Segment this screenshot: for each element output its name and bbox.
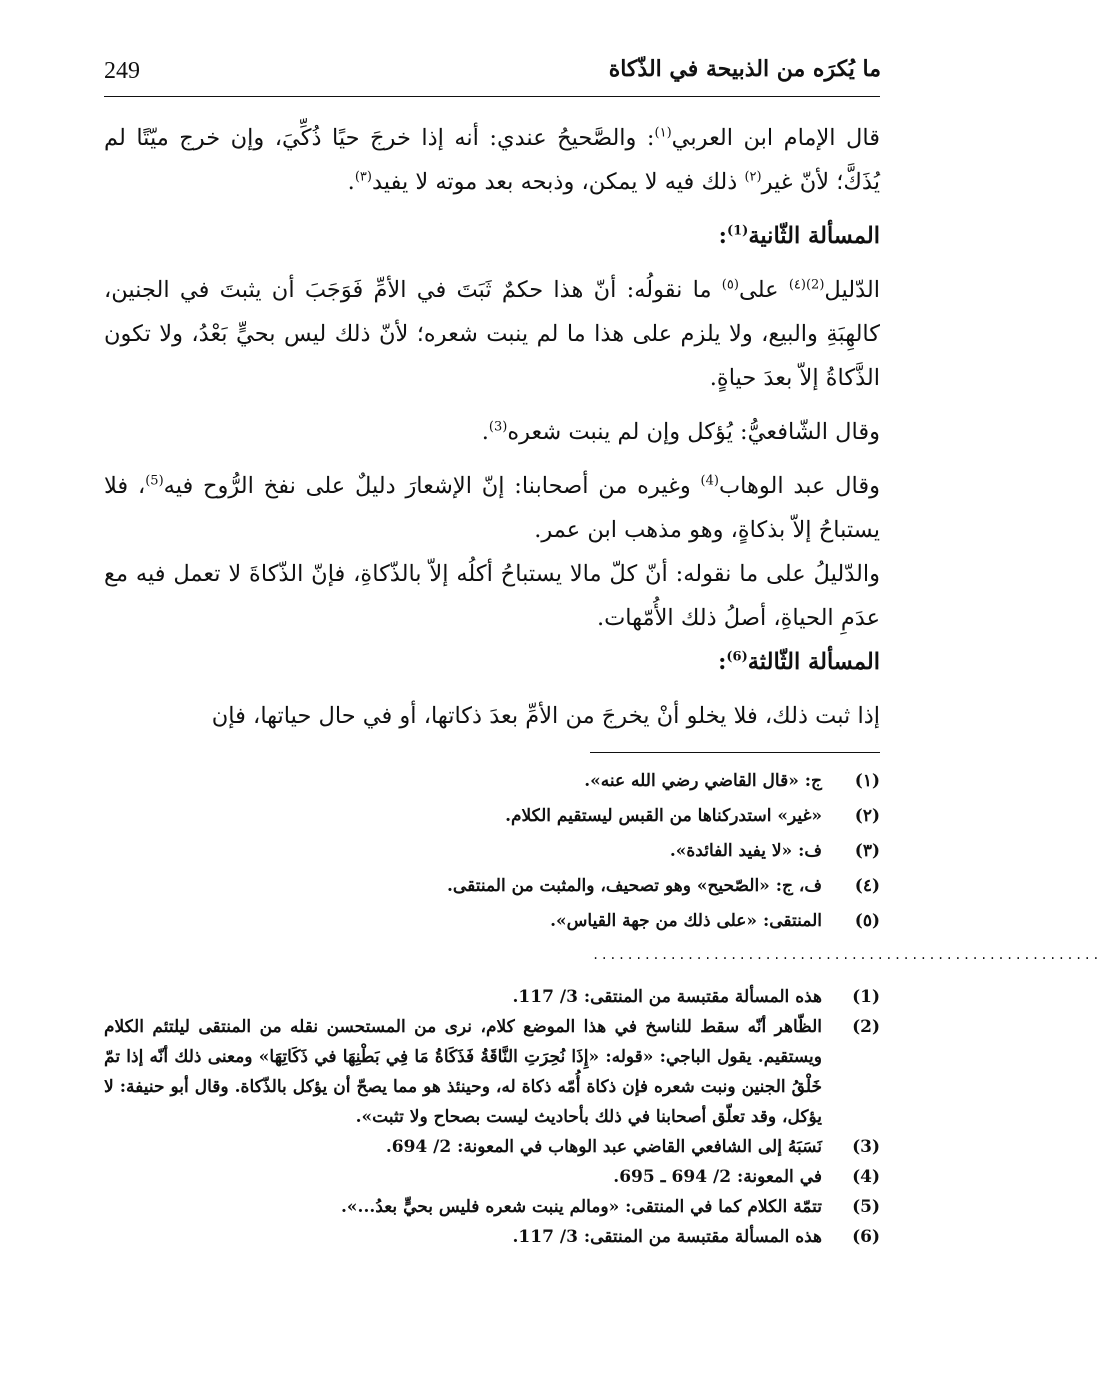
footnote-rule	[590, 752, 880, 753]
footnote-number: (1)	[852, 987, 880, 1007]
footnote-number: (3)	[852, 1137, 880, 1157]
footnote-ref[interactable]: (٥)	[721, 277, 739, 293]
header-rule	[104, 96, 880, 97]
section-heading-2: المسألة الثّانية$^{(1)}$:	[718, 223, 880, 249]
footnote-item	[104, 869, 880, 904]
footnote-text: الظّاهر أنّه سقط للناسخ في هذا الموضع كلام، نرى من المستحسن نقله من المنتقى ليلتئم الكلام ويستقيم. يقول الباجي: «قوله: «إِذَا نُحِرَتِ النَّاقَةُ فَذَكَاةُ مَا فِي بَطْنِهَا في ذَكَاتِهَا» ومعنى ذلك أنّه إذا تمّ خَلْقُ الجنين ونبت شعره فإن ذكاة أُمّه ذكاة له، وحينئذ هو مما يصحّ أن يؤكل بالذّكاة. وقال أبو حنيفة: لا يؤكل، وقد تعلّق أصحابنا في ذلك بأحاديث ليست بصحاح ولا تثبت».	[104, 1017, 822, 1127]
footnote-item	[104, 799, 880, 834]
running-head: ما يُكرَه من الذبيحة في الذّكاة	[608, 56, 881, 82]
paragraph-2: الدّليل$^{(2)(٤)}$ على$^{(٥)}$ ما نقولُه: أنّ هذا حكمٌ ثَبَتَ في الأمِّ فَوَجَبَ أن يثبتَ في الجنين، كالهِبَةِ والبيع، ولا يلزم على هذا ما لم ينبت شعره؛ لأنّ ذلك ليس بحيٍّ بَعْدُ، ولا تكون الذَّكاةُ إلاّ بعدَ حياةٍ.	[104, 277, 881, 391]
footnote-item	[104, 1192, 880, 1222]
footnote-item	[104, 764, 880, 799]
footnote-ref[interactable]: (5)	[145, 473, 164, 489]
footnote-number: (6)	[852, 1227, 880, 1247]
footnote-item	[104, 904, 880, 939]
footnote-ref[interactable]: (٣)	[354, 169, 372, 185]
footnote-text: تتمّة الكلام كما في المنتقى: «ومالم ينبت شعره فليس بحيٍّ بعدُ...».	[341, 1197, 822, 1217]
footnote-text: ف، ج: «الصّحيح» وهو تصحيف، والمثبت من المنتقى.	[447, 876, 822, 896]
section-heading-3: المسألة الثّالثة$^{(6)}$:	[718, 649, 880, 675]
footnote-ref[interactable]: (6)	[726, 649, 748, 665]
footnote-ref[interactable]: (2)(٤)	[788, 277, 825, 293]
editor-footnotes	[104, 764, 880, 939]
dotted-separator: ...........................................................	[592, 948, 1101, 962]
footnote-ref[interactable]: (1)	[726, 223, 749, 239]
footnote-text: نَسَبَهُ إلى الشافعي القاضي عبد الوهاب في المعونة: 2/ 694.	[385, 1137, 822, 1157]
footnote-item	[104, 1012, 880, 1132]
paragraph-4: وقال عبد الوهاب$^{(4)}$ وغيره من أصحابنا: إنّ الإشعارَ دليلٌ على نفخ الرُّوح فيه$^{(5)}$، فلا يستباحُ إلاّ بذكاةٍ، وهو مذهب ابن عمر.	[104, 473, 880, 543]
footnote-item	[104, 1132, 880, 1162]
footnote-number: (٣)	[854, 841, 880, 861]
footnote-text: هذه المسألة مقتبسة من المنتقى: 3/ 117.	[512, 987, 822, 1007]
footnote-ref[interactable]: (٢)	[744, 169, 762, 185]
paragraph-6: إذا ثبت ذلك، فلا يخلو أنْ يخرجَ من الأمِّ بعدَ ذكاتها، أو في حال حياتها، فإن	[211, 703, 880, 729]
footnote-text: المنتقى: «على ذلك من جهة القياس».	[550, 911, 822, 931]
main-text	[104, 116, 880, 738]
footnote-text: في المعونة: 2/ 694 ـ 695.	[613, 1167, 822, 1187]
footnote-text: ج: «قال القاضي رضي الله عنه».	[584, 771, 822, 791]
footnote-ref[interactable]: (١)	[654, 125, 672, 141]
footnote-text: ف: «لا يفيد الفائدة».	[669, 841, 822, 861]
paragraph-1: قال الإمام ابن العربي$^{(١)}$: والصَّحيحُ عندي: أنه إذا خرجَ حيًا ذُكِّيَ، وإن خرج ميّتًا لم يُذَكَّ؛ لأنّ غير$^{(٢)}$ ذلك فيه لا يمكن، وذبحه بعد موته لا يفيد$^{(٣)}$.	[104, 125, 881, 195]
footnote-ref[interactable]: (4)	[700, 473, 719, 489]
footnote-number: (٥)	[854, 911, 880, 931]
source-footnotes	[104, 982, 880, 1252]
footnote-number: (4)	[852, 1167, 880, 1187]
footnote-text: «غير» استدركناها من القبس ليستقيم الكلام.	[505, 806, 822, 826]
footnote-number: (5)	[852, 1197, 880, 1217]
paragraph-3: وقال الشّافعيُّ: يُؤكل وإن لم ينبت شعره$^{(3)}$.	[481, 419, 880, 445]
paragraph-5: والدّليلُ على ما نقوله: أنّ كلّ مالا يستباحُ أكلُه إلاّ بالذّكاةِ، فإنّ الذّكاةَ لا تعمل فيه مع عدَمِ الحياةِ، أصلُ ذلك الأُمّهات.	[104, 561, 880, 631]
footnote-text: هذه المسألة مقتبسة من المنتقى: 3/ 117.	[512, 1227, 822, 1247]
footnote-item	[104, 1222, 880, 1252]
footnote-number: (٤)	[854, 876, 880, 896]
footnote-item	[104, 1162, 880, 1192]
footnote-number: (١)	[854, 771, 880, 791]
page-number: 249	[104, 58, 140, 84]
footnote-item	[104, 982, 880, 1012]
footnote-number: (٢)	[854, 806, 880, 826]
footnote-item	[104, 834, 880, 869]
footnote-number: (2)	[852, 1017, 880, 1037]
footnote-ref[interactable]: (3)	[488, 419, 508, 435]
